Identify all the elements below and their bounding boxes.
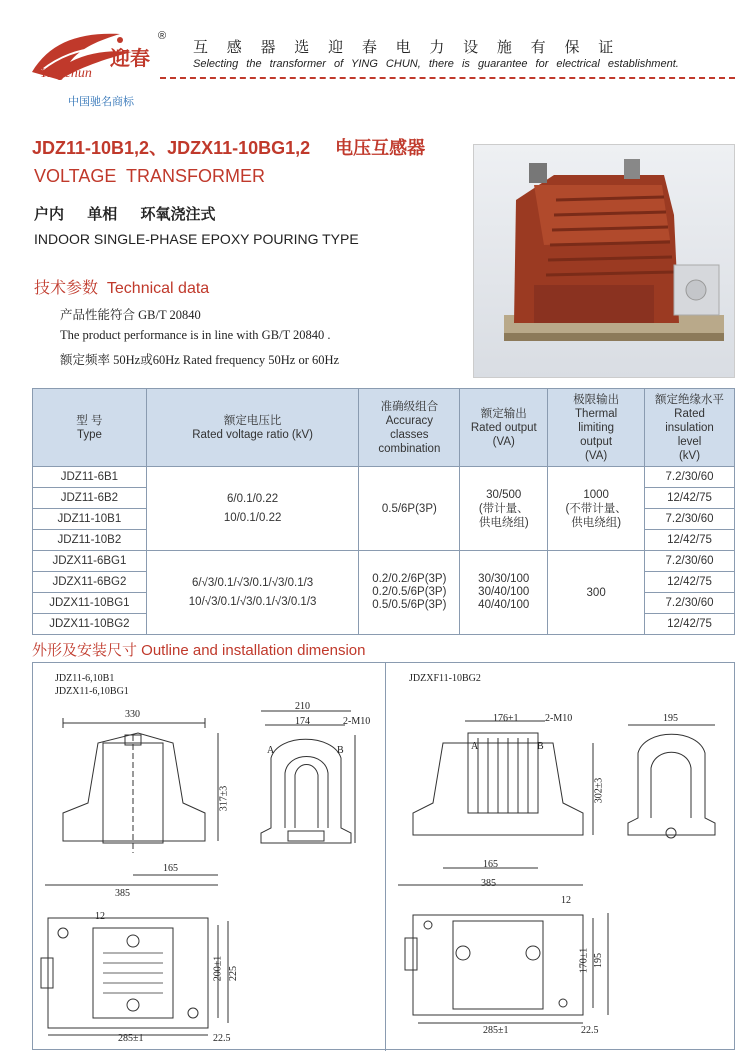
dim-label: 170±1 xyxy=(578,947,590,974)
dim-label: 285±1 xyxy=(118,1033,144,1044)
dim-label: 176±1 xyxy=(493,713,519,724)
table-header-row xyxy=(33,389,735,467)
dim-label: 174 xyxy=(295,716,310,727)
slogan-cn: 互 感 器 选 迎 春 电 力 设 施 有 保 证 xyxy=(193,38,614,56)
brand-note: 中国驰名商标 xyxy=(68,96,134,108)
slogan-en: Selecting the transformer of YING CHUN, there is guarantee for electrical establishment. xyxy=(193,58,679,70)
drawing-label-left-1: JDZ11-6,10B1 xyxy=(55,673,115,684)
drawing-label-right: JDZXF11-10BG2 xyxy=(409,673,481,684)
dim-label: 2-M10 xyxy=(343,716,371,727)
col-header-voltage: 额定电压比 Rated voltage ratio (kV) xyxy=(146,389,359,467)
insulation-cell: 7.2/30/60 xyxy=(645,509,735,530)
accuracy-cell: 0.2/0.2/6P(3P) 0.2/0.5/6P(3P) 0.5/0.5/6P(3P) xyxy=(359,551,460,635)
dim-label: 317±3 xyxy=(218,785,230,812)
dim-label: 165 xyxy=(483,859,498,870)
outline-heading: 外形及安装尺寸 Outline and installation dimension xyxy=(32,642,366,659)
insulation-cell: 12/42/75 xyxy=(645,614,735,635)
insulation-cell: 12/42/75 xyxy=(645,572,735,593)
type-cell: JDZX11-6BG1 xyxy=(33,551,147,572)
col-header-output: 额定输出 Rated output (VA) xyxy=(460,389,548,467)
dim-label: A xyxy=(471,741,479,752)
dim-label: 12 xyxy=(95,911,105,922)
type-cell: JDZX11-10BG1 xyxy=(33,593,147,614)
spec-table xyxy=(32,388,735,635)
dim-label: 195 xyxy=(663,713,678,724)
dim-label: 195 xyxy=(593,953,604,968)
dimension-drawing xyxy=(32,662,735,1050)
col-header-type: 型 号 Type xyxy=(33,389,147,467)
type-cell: JDZ11-6B1 xyxy=(33,467,147,488)
tech-line: The product performance is in line with GB/T 20840 . xyxy=(60,328,331,342)
dim-label: B xyxy=(337,745,344,756)
dim-label: 385 xyxy=(115,888,130,899)
thermal-cell: 300 xyxy=(548,551,645,635)
type-cell: JDZ11-10B2 xyxy=(33,530,147,551)
dim-label: 225 xyxy=(228,966,239,981)
insulation-cell: 12/42/75 xyxy=(645,530,735,551)
dim-label: 200±1 xyxy=(212,955,224,982)
voltage-cell: 6/0.1/0.22 10/0.1/0.22 xyxy=(146,467,359,551)
insulation-cell: 7.2/30/60 xyxy=(645,593,735,614)
dim-label: A xyxy=(267,745,275,756)
product-photo xyxy=(473,144,735,378)
insulation-cell: 7.2/30/60 xyxy=(645,551,735,572)
table-row xyxy=(33,551,735,572)
dim-label: 2-M10 xyxy=(545,713,573,724)
tech-heading: 技术参数 Technical data xyxy=(34,280,210,297)
col-header-accuracy: 准确级组合 Accuracy classes combination xyxy=(359,389,460,467)
thermal-cell: 1000 (不带计量、 供电绕组) xyxy=(548,467,645,551)
type-cell: JDZ11-10B1 xyxy=(33,509,147,530)
drawing-label-left-2: JDZX11-6,10BG1 xyxy=(55,686,129,697)
dim-label: 285±1 xyxy=(483,1025,509,1036)
tech-line: 额定频率 50Hz或60Hz Rated frequency 50Hz or 60Hz xyxy=(60,353,340,367)
dim-label: 385 xyxy=(481,878,496,889)
output-cell: 30/500 (带计量、 供电绕组) xyxy=(460,467,548,551)
dim-label: 22.5 xyxy=(581,1025,599,1036)
table-row xyxy=(33,467,735,488)
output-cell: 30/30/100 30/40/100 40/40/100 xyxy=(460,551,548,635)
registered-mark: ® xyxy=(158,30,167,42)
dim-label: 22.5 xyxy=(213,1033,231,1044)
col-header-thermal: 极限输出 Thermal limiting output (VA) xyxy=(548,389,645,467)
dim-label: 302±3 xyxy=(593,777,605,804)
type-cn: 户内 单相 环氧浇注式 xyxy=(34,205,216,223)
logo-cn-text: 迎春 xyxy=(110,46,150,70)
type-cell: JDZX11-6BG2 xyxy=(33,572,147,593)
type-cell: JDZ11-6B2 xyxy=(33,488,147,509)
dim-label: B xyxy=(537,741,544,752)
dim-label: 210 xyxy=(295,701,310,712)
logo-script-text: Yingchun xyxy=(40,66,92,81)
accuracy-cell: 0.5/6P(3P) xyxy=(359,467,460,551)
voltage-cell: 6/√3/0.1/√3/0.1/√3/0.1/3 10/√3/0.1/√3/0.1/√3/0.1/3 xyxy=(146,551,359,635)
col-header-insulation: 额定绝缘水平 Rated insulation level (kV) xyxy=(645,389,735,467)
page-title: JDZ11-10B1,2、JDZX11-10BG1,2 电压互感器 xyxy=(32,138,426,158)
insulation-cell: 12/42/75 xyxy=(645,488,735,509)
type-en: INDOOR SINGLE-PHASE EPOXY POURING TYPE xyxy=(34,231,359,247)
technical-drawing-svg xyxy=(33,663,736,1051)
dim-label: 12 xyxy=(561,895,571,906)
page-subtitle: VOLTAGE TRANSFORMER xyxy=(34,166,266,186)
dim-label: 165 xyxy=(163,863,178,874)
tech-line: 产品性能符合 GB/T 20840 xyxy=(60,308,201,322)
header-divider xyxy=(160,77,735,79)
dim-label: 330 xyxy=(125,709,140,720)
type-cell: JDZX11-10BG2 xyxy=(33,614,147,635)
insulation-cell: 7.2/30/60 xyxy=(645,467,735,488)
